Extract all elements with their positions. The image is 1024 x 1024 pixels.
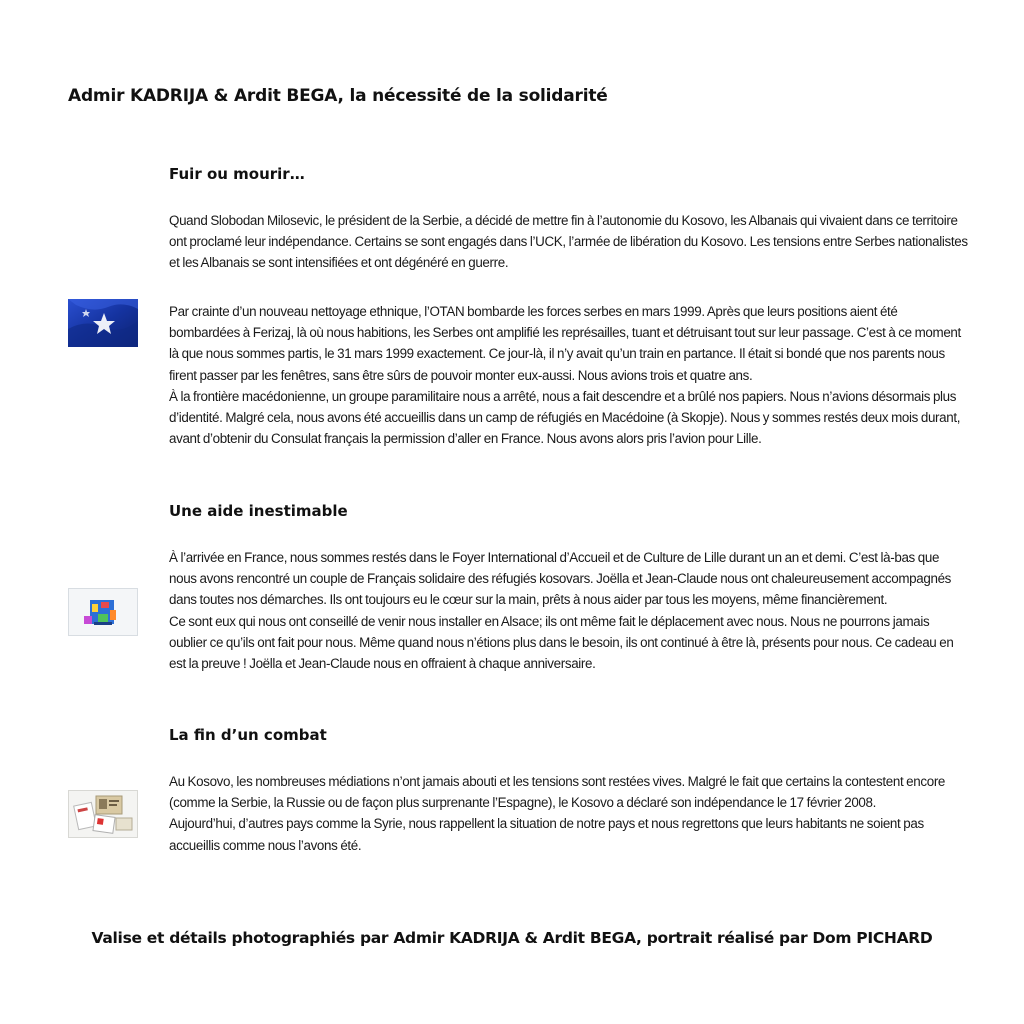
gift-photo-thumbnail <box>68 588 138 636</box>
section-heading-aide: Une aide inestimable <box>169 502 348 520</box>
photo-credits: Valise et détails photographiés par Admir KADRIJA & Ardit BEGA, portrait réalisé par Dom PICHARD <box>91 929 933 947</box>
paragraph-text: Ce sont eux qui nous ont conseillé de venir nous installer en Alsace; ils ont même fait le déplacement avec nous. Nous ne pourrons jamais oublier ce qu’ils ont fait pour nous. Même quand nous n’étions plus dans le besoin, ils ont continué à être là, présents pour nous. Ce cadeau en est la preuve ! Joëlla et Jean-Claude nous en offraient à chaque anniversaire. <box>169 613 954 672</box>
gift-photo-image <box>68 588 138 636</box>
paragraph-text: À l’arrivée en France, nous sommes restés dans le Foyer International d’Accueil et de Culture de Lille durant un an et demi. C’est là-bas que nous avons rencontré un couple de Français solidaire des réfugiés kosovars. Joëlla et Jean-Claude nous ont chaleureusement accompagnés dans toutes nos démarches. Ils ont toujours eu le cœur sur la main, prêts à nous aider par tous les moyens, même financièrement. <box>169 550 952 608</box>
section-heading-fuir: Fuir ou mourir… <box>169 165 305 183</box>
section-3-paragraph <box>169 771 969 856</box>
section-1-paragraph-2 <box>169 301 969 449</box>
flag-photo-image <box>68 299 138 347</box>
paragraph-text: À la frontière macédonienne, un groupe paramilitaire nous a arrêté, nous a fait descendre et a brûlé nos papiers. Nous n’avions désormais plus d’identité. Malgré cela, nous avons été accueillis dans un camp de réfugiés en Macédoine (à Skopje). Nous y sommes restés deux mois durant, avant d’obtenir du Consulat français la permission d’aller en France. Nous avons alors pris l’avion pour Lille. <box>169 388 961 447</box>
page-title: Admir KADRIJA & Ardit BEGA, la nécessité de la solidarité <box>68 86 608 106</box>
flag-photo-thumbnail <box>68 299 138 347</box>
section-heading-fin: La fin d’un combat <box>169 726 327 744</box>
paragraph-text: Par crainte d’un nouveau nettoyage ethnique, l’OTAN bombarde les forces serbes en mars 1999. Après que leurs positions aient été bombardées à Ferizaj, là où nous habitions, les Serbes ont amplifié les représailles, tuant et détruisant tout sur leur passage. C’est à ce moment là que nous sommes partis, le 31 mars 1999 exactement. Ce jour-là, il n’y avait qu’un train en partance. Il était si bondé que nos parents nous firent passer par les fenêtres, sans être sûrs de pouvoir monter eux-aussi. Nous avions trois et quatre ans. <box>169 304 961 383</box>
paragraph-text: Aujourd’hui, d’autres pays comme la Syrie, nous rappellent la situation de notre pays et nous regrettons que leurs habitants ne soient pas accueillis comme nous l’avons été. <box>169 816 924 853</box>
documents-photo-thumbnail <box>68 790 138 838</box>
documents-photo-image <box>68 790 138 838</box>
paragraph-text: Quand Slobodan Milosevic, le président de la Serbie, a décidé de mettre fin à l’autonomie du Kosovo, les Albanais qui vivaient dans ce territoire ont proclamé leur indépendance. Certains se sont engagés dans l’UCK, l’armée de libération du Kosovo. Les tensions entre Serbes nationalistes et les Albanais se sont intensifiées et ont dégénéré en guerre. <box>169 213 968 271</box>
section-1-paragraph-1 <box>169 210 969 274</box>
section-2-paragraph <box>169 547 969 674</box>
paragraph-text: Au Kosovo, les nombreuses médiations n’ont jamais abouti et les tensions sont restées vives. Malgré le fait que certains la contestent encore (comme la Serbie, la Russie ou de façon plus surprenante l’Espagne), le Kosovo a déclaré son indépendance le 17 février 2008. <box>169 774 946 811</box>
